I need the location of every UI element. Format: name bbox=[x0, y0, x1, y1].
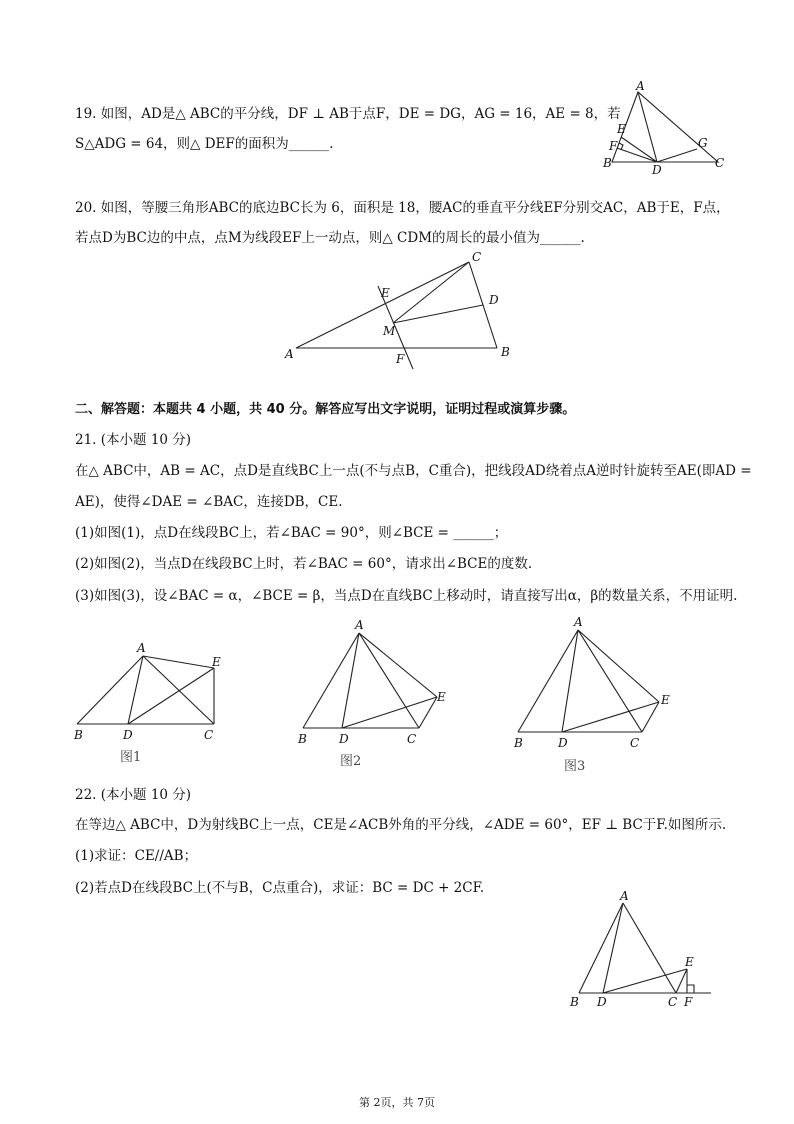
q21-f3-label-C: C bbox=[630, 736, 640, 750]
q22-part2: (2)若点D在线段BC上(不与B，C点重合)，求证：BC = DC + 2CF. bbox=[75, 880, 485, 896]
q22-label-C: C bbox=[668, 995, 678, 1009]
q19-label-D: D bbox=[652, 163, 662, 177]
q21-f3-label-A: A bbox=[574, 615, 583, 629]
q22-label-B: B bbox=[570, 995, 579, 1009]
q19-label-B: B bbox=[603, 156, 612, 170]
q19-label-G: G bbox=[698, 136, 708, 150]
q21-part3: (3)如图(3)，设∠BAC = α，∠BCE = β，当点D在直线BC上移动时，请直接写出α，β的数量关系，不用证明. bbox=[75, 588, 738, 604]
q21-f2-label-E: E bbox=[437, 690, 446, 704]
q20-label-A: A bbox=[285, 347, 294, 361]
q22-header: 22. (本小题 10 分) bbox=[75, 787, 192, 803]
q21-f3-label-D: D bbox=[558, 736, 568, 750]
q21-f2-label-C: C bbox=[407, 732, 417, 746]
q21-f1-label-B: B bbox=[74, 728, 83, 742]
q21-f3-label-E: E bbox=[661, 693, 670, 707]
q21-part2: (2)如图(2)，当点D在线段BC上时，若∠BAC = 60°，请求出∠BCE的度数. bbox=[75, 556, 533, 572]
q21-stem2: AE)，使得∠DAE = ∠BAC，连接DB，CE. bbox=[75, 494, 343, 510]
q21-f1-label-D: D bbox=[123, 728, 133, 742]
q21-caption-3: 图3 bbox=[564, 759, 586, 774]
q19-label-A: A bbox=[636, 79, 645, 93]
q21-f1-label-A: A bbox=[137, 641, 146, 655]
q19-line2: S△ADG = 64，则△ DEF的面积为______. bbox=[75, 136, 334, 152]
q20-label-C: C bbox=[472, 250, 482, 264]
q22-label-D: D bbox=[597, 995, 607, 1009]
page-footer: 第 2页，共 7页 bbox=[359, 1096, 435, 1109]
q21-caption-2: 图2 bbox=[340, 754, 362, 769]
q20-label-F: F bbox=[396, 352, 405, 366]
q20-line2: 若点D为BC边的中点，点M为线段EF上一动点，则△ CDM的周长的最小值为______. bbox=[75, 230, 585, 246]
q20-label-B: B bbox=[501, 345, 510, 359]
q21-part1: (1)如图(1)，点D在线段BC上，若∠BAC = 90°，则∠BCE = ______； bbox=[75, 525, 508, 541]
q21-f3-label-B: B bbox=[514, 736, 523, 750]
q21-f2-label-B: B bbox=[298, 732, 307, 746]
q21-f1-label-E: E bbox=[212, 655, 221, 669]
q20-label-E: E bbox=[381, 286, 390, 300]
q20-label-D: D bbox=[489, 293, 499, 307]
q19-label-F: F bbox=[609, 139, 618, 153]
q21-header: 21. (本小题 10 分) bbox=[75, 432, 192, 448]
q21-caption-1: 图1 bbox=[120, 750, 142, 765]
q22-label-A: A bbox=[620, 889, 629, 903]
q19-label-E: E bbox=[617, 122, 626, 136]
q21-stem1: 在△ ABC中，AB = AC，点D是直线BC上一点(不与点B，C重合)，把线段AD绕着点A逆时针旋转至AE(即AD = bbox=[75, 463, 752, 479]
q21-f2-label-A: A bbox=[355, 618, 364, 632]
q21-f1-label-C: C bbox=[204, 728, 214, 742]
q19-line1: 19. 如图，AD是△ ABC的平分线，DF ⊥ AB于点F，DE = DG，AG = 16，AE = 8，若 bbox=[75, 106, 621, 122]
q22-label-E: E bbox=[685, 955, 694, 969]
q22-label-F: F bbox=[684, 995, 693, 1009]
q20-label-M: M bbox=[383, 324, 396, 338]
q21-f2-label-D: D bbox=[339, 732, 349, 746]
q20-line1: 20. 如图，等腰三角形ABC的底边BC长为 6，面积是 18，腰AC的垂直平分线EF分别交AC，AB于E，F点， bbox=[75, 200, 730, 216]
q22-stem: 在等边△ ABC中，D为射线BC上一点，CE是∠ACB外角的平分线，∠ADE = 60°，EF ⊥ BC于F.如图所示. bbox=[75, 817, 727, 833]
q22-part1: (1)求证：CE//AB； bbox=[75, 848, 198, 864]
q19-label-C: C bbox=[715, 156, 725, 170]
section-2-heading: 二、解答题：本题共 4 小题，共 40 分。解答应写出文字说明，证明过程或演算步骤。 bbox=[75, 402, 576, 417]
